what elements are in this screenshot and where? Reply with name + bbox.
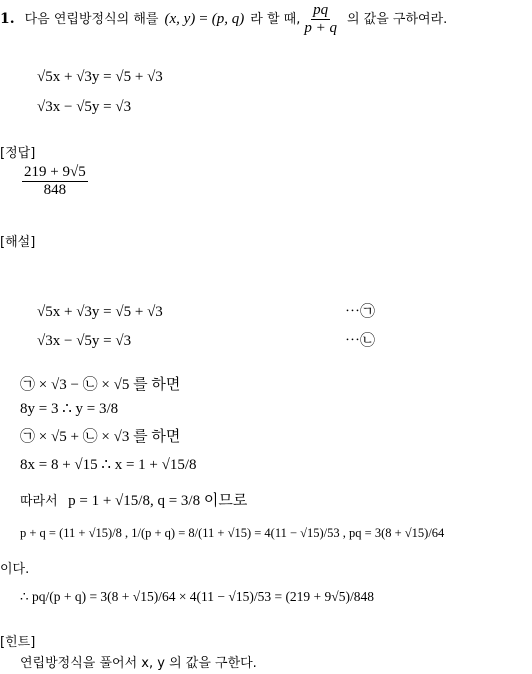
solution-step6: p + q = (11 + √15)/8 , 1/(p + q) = 8/(11 + √15) = 4(11 − √15)/53 , pq = 3(8 + √15)/64 (20, 526, 445, 540)
answer-num: 219 + 9√5 (24, 164, 86, 180)
problem-text-before: 다음 연립방정식의 해를 (24, 11, 159, 27)
problem-fraction-den: p + q (304, 19, 337, 36)
problem-pair-lhs: (x, y) (164, 10, 196, 27)
problem-fraction-num: pq (313, 2, 329, 18)
solution-label: [해설] (0, 235, 36, 250)
hint-label: [힌트] (0, 635, 36, 650)
solution-step5-row (20, 494, 247, 509)
problem-pair-rhs: (p, q) (211, 10, 245, 27)
answer-label: [정답] (0, 146, 36, 161)
answer-den: 848 (43, 181, 67, 198)
solution-eq1: √5x + √3y = √5 + √3 (37, 304, 163, 320)
solution-step5-prefix: 따라서 (20, 494, 58, 509)
problem-line (0, 4, 447, 34)
problem-number: 1. (0, 11, 15, 27)
solution-step1: ㉠ × √3 − ㉡ × √5 를 하면 (20, 377, 181, 393)
hint-text: 연립방정식을 풀어서 x, y 의 값을 구한다. (20, 656, 257, 671)
problem-text-after: 의 값을 구하여라. (346, 11, 448, 27)
system-eq1: √5x + √3y = √5 + √3 (37, 69, 163, 85)
answer-fraction-box (22, 164, 88, 198)
solution-tag1: ⋯㉠ (345, 304, 376, 320)
problem-eq: = (199, 10, 208, 27)
solution-step3: ㉠ × √5 + ㉡ × √3 를 하면 (20, 429, 181, 445)
solution-step7: ∴ pq/(p + q) = 3(8 + √15)/64 × 4(11 − √15)/53 = (219 + 9√5)/848 (20, 589, 374, 604)
solution-step6-suffix: 이다. (0, 562, 30, 577)
solution-step2: 8y = 3 ∴ y = 3/8 (20, 401, 119, 417)
solution-step4: 8x = 8 + √15 ∴ x = 1 + √15/8 (20, 457, 197, 473)
answer-fraction (20, 164, 90, 198)
problem-fraction (302, 2, 339, 36)
solution-tag2: ⋯㉡ (345, 333, 376, 349)
problem-text-mid: 라 할 때, (250, 11, 301, 27)
system-eq2: √3x − √5y = √3 (37, 99, 132, 115)
solution-eq2: √3x − √5y = √3 (37, 333, 132, 349)
solution-step5: p = 1 + √15/8, q = 3/8 이므로 (68, 493, 248, 509)
